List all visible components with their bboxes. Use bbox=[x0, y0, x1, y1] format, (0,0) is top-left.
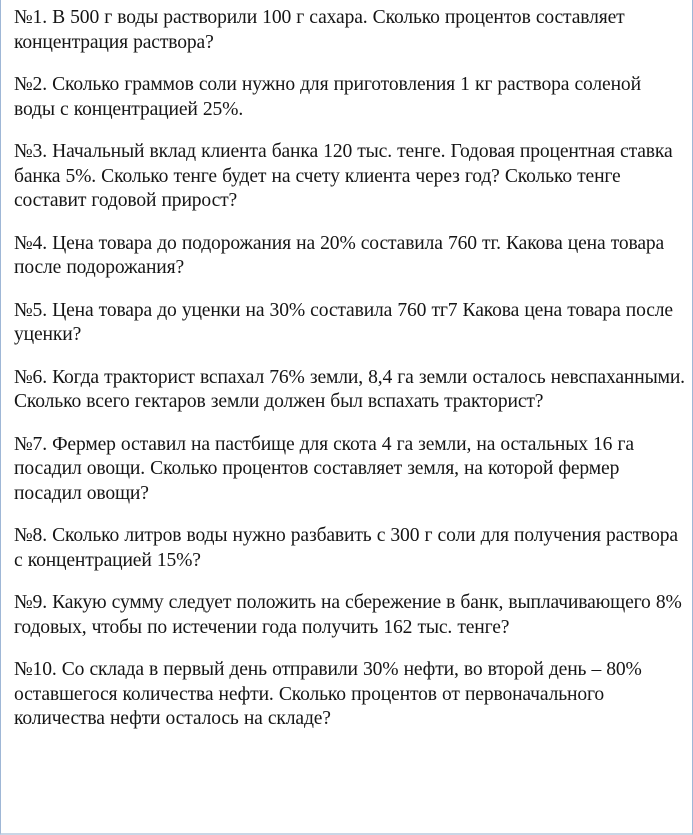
problem-8: №8. Сколько литров воды нужно разбавить с 300 г соли для получения раствора с концентрацией 15%? bbox=[14, 525, 678, 571]
problem-7: №7. Фермер оставил на пастбище для скота 4 га земли, на остальных 16 га посадил овощи. Сколько процентов составляет земля, на которой фермер посадил овощи? bbox=[14, 433, 634, 504]
problem-3: №3. Начальный вклад клиента банка 120 тыс. тенге. Годовая процентная ставка банка 5%. Сколько тенге будет на счету клиента через год? Сколько тенге составит годовой прирост? bbox=[14, 141, 673, 211]
problem-9: №9. Какую сумму следует положить на сбережение в банк, выплачивающего 8% годовых, чтобы по истечении года получить 162 тыс. тенге? bbox=[14, 592, 682, 638]
problem-4: №4. Цена товара до подорожания на 20% составила 760 тг. Какова цена товара после подорожания? bbox=[14, 232, 665, 278]
problem-10: №10. Со склада в первый день отправили 30% нефти, во второй день – 80% оставшегося количества нефти. Сколько процентов от первоначального количества нефти осталось на складе? bbox=[14, 659, 642, 729]
problem-5: №5. Цена товара до уценки на 30% составила 760 тг7 Какова цена товара после уценки? bbox=[14, 299, 673, 345]
problem-list bbox=[14, 6, 686, 750]
problem-6: №6. Когда тракторист вспахал 76% земли, 8,4 га земли осталось невспаханными. Сколько всего гектаров земли должен был вспахать тракторист? bbox=[14, 366, 685, 412]
problem-1: №1. В 500 г воды растворили 100 г сахара. Сколько процентов составляет концентрация раствора? bbox=[14, 7, 625, 53]
problem-2: №2. Сколько граммов соли нужно для приготовления 1 кг раствора соленой воды с концентрацией 25%. bbox=[14, 74, 641, 120]
